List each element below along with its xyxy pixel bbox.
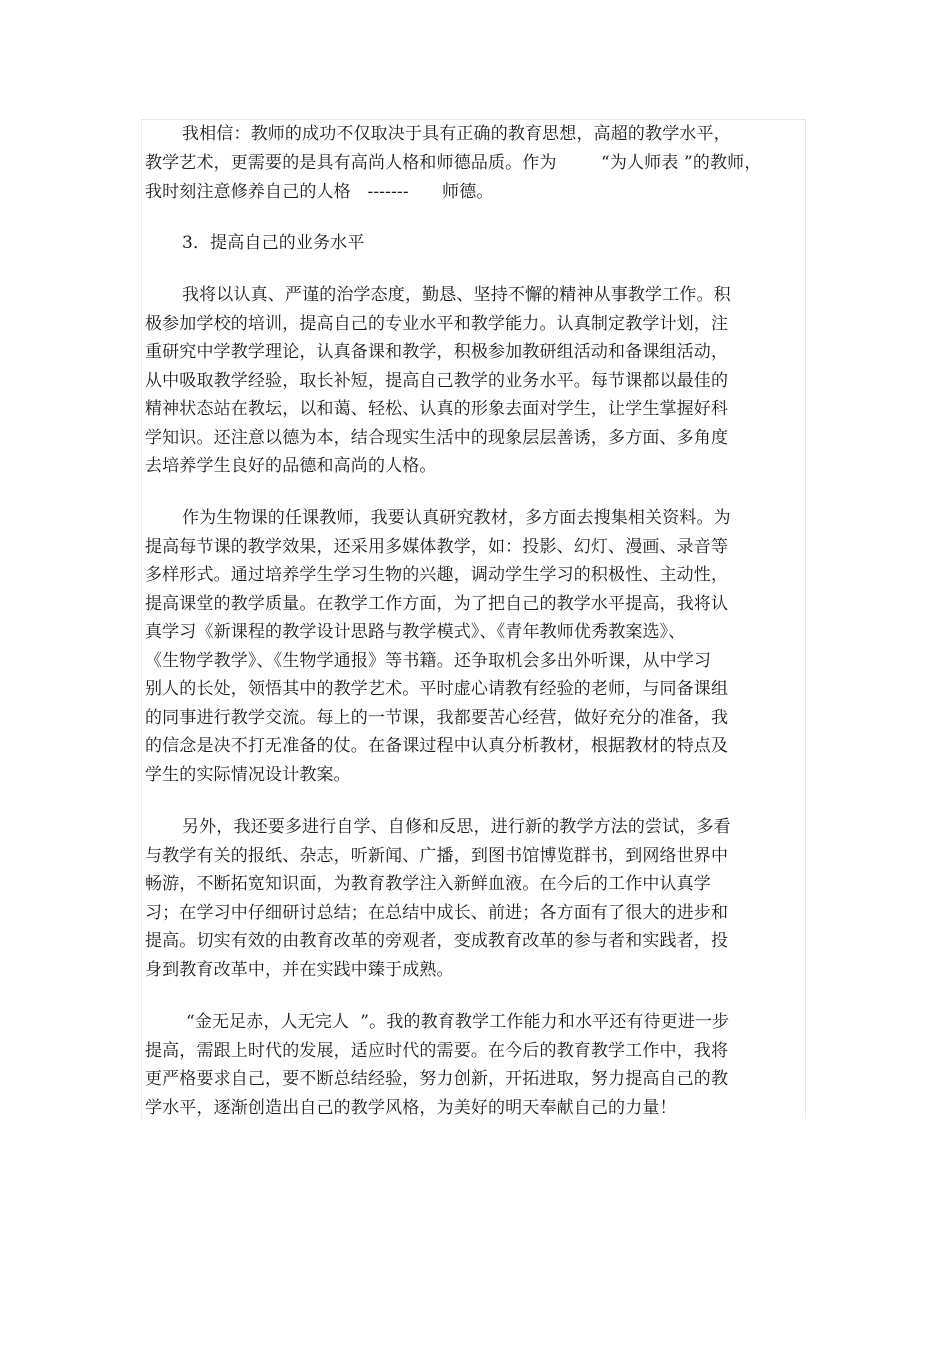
paragraph-3-line-2: 提高每节课的教学效果，还采用多媒体教学，如：投影、幻灯、漫画、录音等 <box>145 537 729 557</box>
paragraph-2-line-1: 我将以认真、严谨的治学态度，勤恳、坚持不懈的精神从事教学工作。积 <box>182 285 731 305</box>
paragraph-4-line-4: 习；在学习中仔细研讨总结；在总结中成长、前进；各方面有了很大的进步和 <box>145 903 729 923</box>
paragraph-2-line-5: 精神状态站在教坛，以和蔼、轻松、认真的形象去面对学生，让学生掌握好科 <box>145 399 729 419</box>
paragraph-5-line-4: 学水平，逐渐创造出自己的教学风格，为美好的明天奉献自己的力量！ <box>145 1098 677 1118</box>
paragraph-1-line-2: 教学艺术，更需要的是具有高尚人格和师德品质。作为 “为人师表 ”的教师， <box>145 153 762 173</box>
paragraph-4-line-5: 提高。切实有效的由教育改革的旁观者，变成教育改革的参与者和实践者，投 <box>145 931 729 951</box>
paragraph-4-line-6: 身到教育改革中，并在实践中臻于成熟。 <box>145 960 454 980</box>
paragraph-2-line-2: 极参加学校的培训，提高自己的专业水平和教学能力。认真制定教学计划，注 <box>145 314 729 334</box>
paragraph-2-line-3: 重研究中学教学理论，认真备课和教学，积极参加教研组活动和备课组活动， <box>145 342 729 362</box>
paragraph-3-line-4: 提高课堂的教学质量。在教学工作方面，为了把自己的教学水平提高，我将认 <box>145 594 729 614</box>
section-heading-3: 3．提高自己的业务水平 <box>182 233 365 253</box>
paragraph-3-line-7: 别人的长处，领悟其中的教学艺术。平时虚心请教有经验的老师，与同备课组 <box>145 679 729 699</box>
paragraph-4-line-2: 与教学有关的报纸、杂志，听新闻、广播，到图书馆博览群书，到网络世界中 <box>145 846 729 866</box>
paragraph-3-line-1: 作为生物课的任课教师，我要认真研究教材，多方面去搜集相关资料。为 <box>182 508 731 528</box>
paragraph-4-line-3: 畅游，不断拓宽知识面，为教育教学注入新鲜血液。在今后的工作中认真学 <box>145 874 711 894</box>
paragraph-2-line-4: 从中吸取教学经验，取长补短，提高自己教学的业务水平。每节课都以最佳的 <box>145 371 729 391</box>
paragraph-3-line-10: 学生的实际情况设计教案。 <box>145 765 351 785</box>
paragraph-4-line-1: 另外，我还要多进行自学、自修和反思，进行新的教学方法的尝试，多看 <box>182 817 731 837</box>
paragraph-5-line-1: “金无足赤，人无完人 ”。我的教育教学工作能力和水平还有待更进一步 <box>186 1012 730 1032</box>
paragraph-3-line-8: 的同事进行教学交流。每上的一节课，我都要苦心经营，做好充分的准备，我 <box>145 708 729 728</box>
paragraph-1-line-1: 我相信：教师的成功不仅取决于具有正确的教育思想，高超的教学水平， <box>182 124 731 144</box>
paragraph-1-line-3: 我时刻注意修养自己的人格 ------- 师德。 <box>145 182 494 202</box>
paragraph-2-line-6: 学知识。还注意以德为本，结合现实生活中的现象层层善诱，多方面、多角度 <box>145 428 729 448</box>
paragraph-5-line-2: 提高，需跟上时代的发展，适应时代的需要。在今后的教育教学工作中，我将 <box>145 1041 729 1061</box>
paragraph-3-line-5: 真学习《新课程的教学设计思路与教学模式》、《青年教师优秀教案选》、 <box>145 622 686 642</box>
paragraph-3-line-6: 《生物学教学》、《生物学通报》等书籍。还争取机会多出外听课，从中学习 <box>145 651 712 671</box>
paragraph-5-line-3: 更严格要求自己，要不断总结经验，努力创新，开拓进取，努力提高自己的教 <box>145 1069 729 1089</box>
paragraph-3-line-9: 的信念是决不打无准备的仗。在备课过程中认真分析教材，根据教材的特点及 <box>145 736 729 756</box>
paragraph-3-line-3: 多样形式。通过培养学生学习生物的兴趣，调动学生学习的积极性、主动性， <box>145 565 729 585</box>
paragraph-2-line-7: 去培养学生良好的品德和高尚的人格。 <box>145 456 437 476</box>
